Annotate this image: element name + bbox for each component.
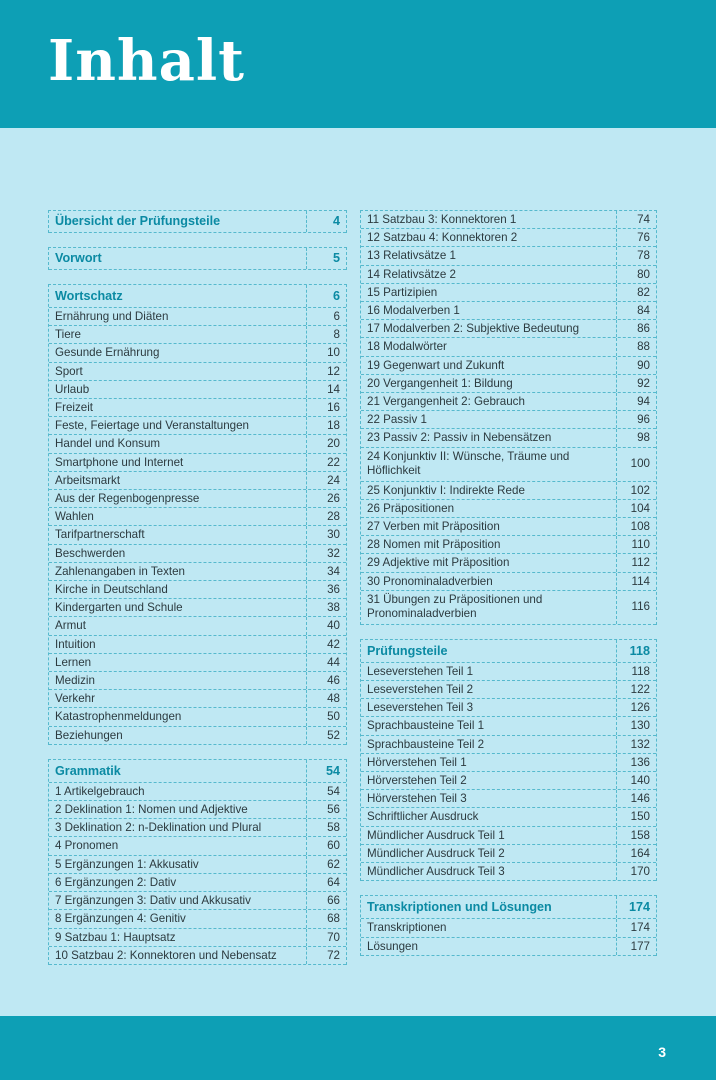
toc-entry-title: Mündlicher Ausdruck Teil 3 (367, 865, 505, 879)
toc-entry-title: 13 Relativsätze 1 (367, 249, 456, 263)
toc-entry-page: 36 (306, 581, 346, 598)
toc-entry-page: 44 (306, 654, 346, 671)
toc-heading-page: 174 (616, 896, 656, 918)
toc-entry[interactable] (361, 302, 656, 320)
toc-entry[interactable] (361, 754, 656, 772)
toc-entry-page: 64 (306, 874, 346, 891)
toc-entry-title: Gesunde Ernährung (55, 346, 160, 360)
toc-entry-page: 104 (616, 500, 656, 517)
toc-heading-page: 118 (616, 640, 656, 662)
toc-section-heading[interactable] (361, 640, 656, 663)
toc-section-grammatik (48, 759, 347, 965)
toc-entry-page: 114 (616, 573, 656, 590)
toc-entry-title: Hörverstehen Teil 1 (367, 755, 467, 769)
toc-entry-title: Verkehr (55, 692, 95, 706)
toc-entry-page: 30 (306, 526, 346, 543)
toc-entry-title: 18 Modalwörter (367, 340, 447, 354)
toc-entry-page: 50 (306, 708, 346, 725)
toc-entry-page: 96 (616, 411, 656, 428)
toc-entry-page: 98 (616, 429, 656, 446)
toc-entry[interactable] (361, 681, 656, 699)
toc-entry-page: 54 (306, 783, 346, 800)
toc-entry-page: 132 (616, 736, 656, 753)
toc-heading-title: Vorwort (55, 251, 102, 265)
toc-entry-title: Beschwerden (55, 546, 126, 560)
toc-entry-page: 40 (306, 617, 346, 634)
toc-entry[interactable] (361, 211, 656, 229)
toc-entry-title: 26 Präpositionen (367, 501, 455, 515)
toc-entry-page: 110 (616, 536, 656, 553)
toc-entry-title: Medizin (55, 674, 95, 688)
toc-entry-title: 2 Deklination 1: Nomen und Adjektive (55, 803, 248, 817)
toc-entry-page: 32 (306, 545, 346, 562)
toc-entry[interactable] (49, 801, 346, 819)
toc-section-heading[interactable] (49, 760, 346, 783)
toc-entry-title: Hörverstehen Teil 3 (367, 792, 467, 806)
toc-entry-page: 140 (616, 772, 656, 789)
toc-entry-title: Transkriptionen (367, 921, 447, 935)
toc-entry[interactable] (49, 819, 346, 837)
toc-entry-title: 17 Modalverben 2: Subjektive Bedeutung (367, 322, 580, 336)
toc-entry-title: 6 Ergänzungen 2: Dativ (55, 875, 177, 889)
toc-entry[interactable] (361, 772, 656, 790)
toc-entry-page: 8 (306, 326, 346, 343)
toc-heading-title: Prüfungsteile (367, 643, 448, 658)
toc-entry[interactable] (49, 672, 346, 690)
toc-entry[interactable] (49, 856, 346, 874)
toc-entry-title: 12 Satzbau 4: Konnektoren 2 (367, 231, 518, 245)
toc-entry-title: Sprachbausteine Teil 1 (367, 719, 485, 733)
toc-entry-title: 28 Nomen mit Präposition (367, 538, 501, 552)
toc-entry-title: Leseverstehen Teil 3 (367, 701, 474, 715)
toc-entry[interactable] (361, 808, 656, 826)
toc-entry[interactable] (361, 448, 656, 482)
toc-entry-title: 5 Ergänzungen 1: Akkusativ (55, 857, 199, 871)
toc-entry-page: 14 (306, 381, 346, 398)
toc-entry-title: Schriftlicher Ausdruck (367, 810, 479, 824)
toc-entry[interactable] (49, 636, 346, 654)
toc-entry-title: Katastrophenmeldungen (55, 710, 182, 724)
toc-entry[interactable] (49, 690, 346, 708)
toc-entry[interactable] (361, 554, 656, 572)
toc-entry[interactable] (361, 429, 656, 447)
toc-entry-page: 88 (616, 338, 656, 355)
toc-entry[interactable] (49, 417, 346, 435)
toc-entry-title: 24 Konjunktiv II: Wünsche, Träume und Höflichkeit (367, 449, 570, 478)
toc-entry[interactable] (49, 526, 346, 544)
toc-entry-title: Kirche in Deutschland (55, 583, 168, 597)
toc-entry-title: 14 Relativsätze 2 (367, 267, 456, 281)
footer-band (0, 1016, 716, 1080)
toc-entry[interactable] (361, 591, 656, 625)
toc-entry[interactable] (49, 490, 346, 508)
toc-entry-title: 23 Passiv 2: Passiv in Nebensätzen (367, 431, 552, 445)
toc-entry[interactable] (49, 399, 346, 417)
toc-entry[interactable] (361, 247, 656, 265)
toc-entry-page: 78 (616, 247, 656, 264)
toc-entry[interactable] (49, 581, 346, 599)
toc-entry-page: 72 (306, 947, 346, 964)
toc-heading-page: 54 (306, 760, 346, 782)
toc-section-vorwort (48, 247, 347, 270)
toc-entry-page: 74 (616, 211, 656, 228)
toc-entry-page: 164 (616, 845, 656, 862)
toc-entry-page: 18 (306, 417, 346, 434)
toc-entry-title: 27 Verben mit Präposition (367, 520, 500, 534)
toc-entry-page: 108 (616, 518, 656, 535)
toc-entry-title: 21 Vergangenheit 2: Gebrauch (367, 395, 525, 409)
toc-entry-title: Urlaub (55, 382, 90, 396)
toc-entry-title: Smartphone und Internet (55, 455, 184, 469)
toc-entry-title: 3 Deklination 2: n-Deklination und Plural (55, 821, 262, 835)
toc-entry-title: Lernen (55, 655, 92, 669)
toc-entry-title: Kindergarten und Schule (55, 601, 183, 615)
toc-entry[interactable] (49, 545, 346, 563)
toc-entry-title: Lösungen (367, 939, 418, 953)
toc-entry[interactable] (49, 363, 346, 381)
toc-entry-title: Mündlicher Ausdruck Teil 2 (367, 846, 505, 860)
toc-entry-title: Ernährung und Diäten (55, 310, 169, 323)
toc-entry-page: 126 (616, 699, 656, 716)
toc-entry-page: 46 (306, 672, 346, 689)
toc-section-wortschatz (48, 284, 347, 745)
toc-entry-page: 26 (306, 490, 346, 507)
toc-entry[interactable] (361, 863, 656, 881)
toc-entry[interactable] (49, 508, 346, 526)
toc-entry-page: 76 (616, 229, 656, 246)
toc-entry-title: Sport (55, 364, 83, 378)
toc-entry[interactable] (361, 845, 656, 863)
toc-heading-title: Grammatik (55, 763, 121, 778)
toc-entry[interactable] (361, 827, 656, 845)
toc-section-heading[interactable] (49, 285, 346, 308)
toc-entry-page: 16 (306, 399, 346, 416)
toc-entry-title: Hörverstehen Teil 2 (367, 774, 467, 788)
toc-entry-page: 6 (306, 308, 346, 325)
toc-entry-title: 25 Konjunktiv I: Indirekte Rede (367, 483, 525, 497)
toc-entry-title: 30 Pronominaladverbien (367, 574, 493, 588)
toc-entry[interactable] (361, 717, 656, 735)
toc-column-right (360, 210, 657, 970)
toc-entry-page: 146 (616, 790, 656, 807)
toc-entry[interactable] (361, 229, 656, 247)
toc-entry-title: Leseverstehen Teil 1 (367, 664, 474, 678)
toc-entry-page: 22 (306, 454, 346, 471)
toc-heading-title: Übersicht der Prüfungsteile (55, 214, 221, 228)
toc-entry-page: 86 (616, 320, 656, 337)
toc-entry-page: 116 (616, 591, 656, 624)
toc-entry-page: 56 (306, 801, 346, 818)
toc-entry-title: Intuition (55, 637, 96, 651)
toc-entry[interactable] (361, 518, 656, 536)
toc-entry[interactable] (361, 699, 656, 717)
toc-heading-title: Wortschatz (55, 289, 123, 303)
toc-heading-page: 6 (306, 285, 346, 307)
toc-entry[interactable] (361, 375, 656, 393)
toc-entry-page: 20 (306, 435, 346, 452)
toc-entry-page: 38 (306, 599, 346, 616)
toc-entry[interactable] (49, 617, 346, 635)
toc-entry[interactable] (49, 727, 346, 745)
toc-entry[interactable] (361, 482, 656, 500)
toc-entry-page: 130 (616, 717, 656, 734)
toc-entry-title: 7 Ergänzungen 3: Dativ und Akkusativ (55, 894, 251, 908)
toc-entry[interactable] (361, 663, 656, 681)
toc-entry-page: 12 (306, 363, 346, 380)
toc-entry-title: 4 Pronomen (55, 839, 119, 853)
toc-entry-title: 19 Gegenwart und Zukunft (367, 358, 505, 372)
toc-entry-page: 28 (306, 508, 346, 525)
toc-entry-title: Beziehungen (55, 728, 123, 742)
toc-entry-title: Tiere (55, 328, 81, 342)
toc-entry-title: 1 Artikelgebrauch (55, 784, 145, 798)
toc-entry[interactable] (361, 919, 656, 937)
toc-section-heading[interactable] (49, 248, 346, 270)
toc-entry[interactable] (361, 357, 656, 375)
toc-entry[interactable] (49, 708, 346, 726)
toc-entry-title: 11 Satzbau 3: Konnektoren 1 (367, 213, 517, 226)
toc-entry-page: 102 (616, 482, 656, 499)
toc-section-heading[interactable] (361, 896, 656, 919)
toc-section-heading[interactable] (49, 211, 346, 233)
toc-entry[interactable] (49, 947, 346, 965)
toc-entry[interactable] (49, 910, 346, 928)
toc-entry-page: 100 (616, 448, 656, 481)
toc-entry-title: 29 Adjektive mit Präposition (367, 556, 510, 570)
toc-entry[interactable] (361, 338, 656, 356)
toc-entry-page: 150 (616, 808, 656, 825)
toc-entry-page: 82 (616, 284, 656, 301)
toc-entry[interactable] (361, 266, 656, 284)
toc-entry-page: 42 (306, 636, 346, 653)
toc-entry-page: 68 (306, 910, 346, 927)
toc-entry-page: 170 (616, 863, 656, 880)
header-band (0, 0, 716, 128)
toc-entry-title: Wahlen (55, 510, 94, 524)
toc-entry[interactable] (49, 874, 346, 892)
toc-entry[interactable] (49, 563, 346, 581)
toc-entry[interactable] (49, 381, 346, 399)
toc-entry-page: 70 (306, 929, 346, 946)
toc-entry[interactable] (361, 284, 656, 302)
page-number: 3 (658, 1044, 666, 1060)
toc-section-uebersicht (48, 210, 347, 233)
toc-section-grammatik-continued (360, 210, 657, 625)
toc-entry-page: 62 (306, 856, 346, 873)
toc-entry-title: 9 Satzbau 1: Hauptsatz (55, 930, 176, 944)
toc-entry-page: 174 (616, 919, 656, 936)
toc-entry-title: Feste, Feiertage und Veranstaltungen (55, 419, 250, 433)
toc-section-pruefungsteile (360, 639, 657, 881)
toc-entry[interactable] (361, 411, 656, 429)
toc-entry-title: 15 Partizipien (367, 285, 438, 299)
toc-entry-title: Freizeit (55, 401, 94, 415)
toc-entry-page: 84 (616, 302, 656, 319)
toc-entry[interactable] (49, 308, 346, 326)
toc-entry[interactable] (49, 454, 346, 472)
toc-entry-title: Leseverstehen Teil 2 (367, 683, 474, 697)
toc-entry-title: 16 Modalverben 1 (367, 304, 460, 318)
toc-entry-title: Sprachbausteine Teil 2 (367, 737, 485, 751)
toc-entry-page: 66 (306, 892, 346, 909)
toc-entry-title: 31 Übungen zu Präpositionen und Pronominaladverbien (367, 592, 543, 621)
toc-entry[interactable] (361, 790, 656, 808)
toc-entry[interactable] (361, 736, 656, 754)
toc-entry[interactable] (49, 783, 346, 801)
toc-entry-page: 92 (616, 375, 656, 392)
toc-entry-page: 60 (306, 837, 346, 854)
toc-entry-title: 10 Satzbau 2: Konnektoren und Nebensatz (55, 948, 277, 962)
toc-entry[interactable] (49, 472, 346, 490)
toc-entry[interactable] (49, 929, 346, 947)
toc-entry-title: Mündlicher Ausdruck Teil 1 (367, 828, 505, 842)
toc-entry[interactable] (49, 326, 346, 344)
toc-entry[interactable] (49, 344, 346, 362)
toc-entry-title: Arbeitsmarkt (55, 473, 121, 487)
toc-entry-title: Zahlenangaben in Texten (55, 564, 185, 578)
toc-column-left (48, 210, 347, 979)
toc-entry-page: 24 (306, 472, 346, 489)
toc-entry[interactable] (49, 837, 346, 855)
toc-entry-page: 80 (616, 266, 656, 283)
toc-entry-title: Aus der Regenbogenpresse (55, 492, 200, 506)
toc-entry-page: 112 (616, 554, 656, 571)
toc-entry[interactable] (361, 500, 656, 518)
toc-entry[interactable] (49, 435, 346, 453)
toc-entry-page: 136 (616, 754, 656, 771)
toc-entry-page: 177 (616, 938, 656, 955)
toc-entry-title: 20 Vergangenheit 1: Bildung (367, 376, 513, 390)
toc-entry[interactable] (49, 892, 346, 910)
toc-entry-title: 8 Ergänzungen 4: Genitiv (55, 912, 186, 926)
toc-entry[interactable] (361, 573, 656, 591)
toc-entry-title: Handel und Konsum (55, 437, 161, 451)
toc-entry[interactable] (361, 938, 656, 956)
toc-entry[interactable] (361, 393, 656, 411)
toc-entry-title: Armut (55, 619, 86, 633)
toc-entry[interactable] (361, 320, 656, 338)
toc-heading-title: Transkriptionen und Lösungen (367, 900, 552, 915)
toc-entry[interactable] (49, 654, 346, 672)
toc-entry-page: 122 (616, 681, 656, 698)
toc-entry-page: 58 (306, 819, 346, 836)
toc-entry-page: 118 (616, 663, 656, 680)
toc-heading-page: 5 (306, 248, 346, 269)
toc-entry[interactable] (361, 536, 656, 554)
toc-entry[interactable] (49, 599, 346, 617)
toc-entry-page: 34 (306, 563, 346, 580)
toc-heading-page: 4 (306, 211, 346, 232)
toc-entry-title: 22 Passiv 1 (367, 413, 427, 427)
toc-section-transkriptionen (360, 895, 657, 955)
toc-entry-page: 52 (306, 727, 346, 744)
toc-entry-title: Tarifpartnerschaft (55, 528, 145, 542)
toc-entry-page: 94 (616, 393, 656, 410)
page-title: Inhalt (48, 28, 246, 94)
toc-entry-page: 90 (616, 357, 656, 374)
toc-entry-page: 10 (306, 344, 346, 361)
toc-entry-page: 158 (616, 827, 656, 844)
toc-entry-page: 48 (306, 690, 346, 707)
